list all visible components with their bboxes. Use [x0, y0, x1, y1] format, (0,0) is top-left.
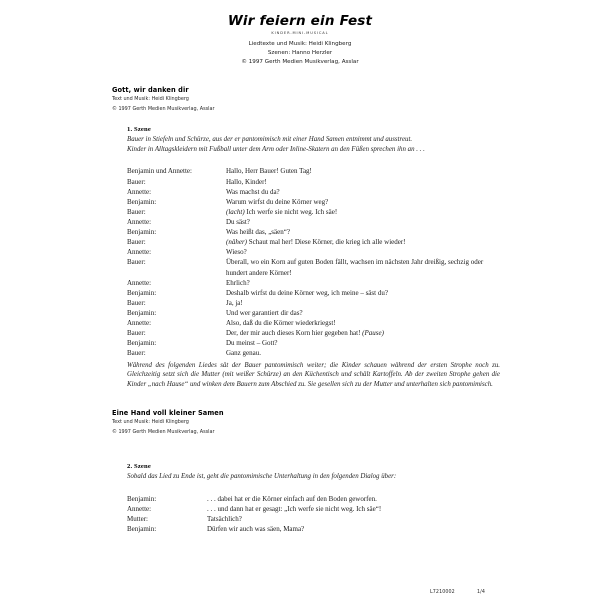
table-row [127, 524, 500, 534]
scene-2-dialogue-body [127, 494, 500, 534]
credit-line-scenes: Szenen: Hanno Herzler [267, 49, 333, 56]
dialogue-text: Warum wirfst du deine Körner weg? [226, 197, 329, 206]
speaker-name: Bauer: [127, 207, 146, 216]
speaker-name: Annette: [127, 248, 152, 257]
speaker-name: Annette: [127, 187, 152, 196]
table-row [127, 166, 500, 176]
table-row [127, 197, 500, 207]
dialogue-text: Ganz genau. [226, 349, 261, 358]
masthead [0, 0, 600, 67]
speaker-name: Benjamin und Annette: [127, 167, 192, 176]
speaker-name: Benjamin: [127, 228, 157, 237]
speaker-name: Bauer: [127, 258, 146, 267]
credit-line-lyrics: Liedtexte und Musik: Heidi Klingberg [248, 40, 352, 47]
scene-1-closing [127, 361, 500, 390]
speaker-name: Benjamin: [127, 308, 157, 317]
dialogue-text: Hallo, Kinder! [226, 177, 267, 186]
dialogue-text: . . . und dann hat er gesagt: „Ich werfe sie nicht weg. Ich säe“! [207, 504, 382, 513]
table-row [127, 278, 500, 288]
song-meta-2-text: Text und Musik: Heidi Klingberg [112, 419, 189, 426]
table-row [127, 288, 500, 298]
song-meta-1-copyright: © 1997 Gerth Medien Musikverlag, Asslar [112, 106, 215, 113]
scene-1-header [127, 126, 500, 155]
speaker-name: Bauer: [127, 238, 146, 247]
dialogue-text [226, 207, 500, 217]
table-row [127, 237, 500, 247]
table-row [127, 338, 500, 348]
scene-1-dialogue-body [127, 166, 500, 358]
speaker-name: Annette: [127, 319, 152, 328]
dialogue-text: Tatsächlich? [207, 514, 242, 523]
dialogue-text: Ehrlich? [226, 278, 250, 287]
scene-1-dialogue [127, 166, 500, 358]
speaker-name: Annette: [127, 218, 152, 226]
speaker-name: Bauer: [127, 298, 146, 307]
table-row [127, 348, 500, 358]
scene-2-dialogue [127, 494, 500, 534]
scene-1-heading: 1. Szene [127, 125, 151, 133]
scene-1-direction-b: Kinder in Alltagskleidern mit Fußball unter dem Arm oder Inline-Skatern an den Füßen sprechen ihn an . . . [127, 145, 425, 153]
table-row [127, 177, 500, 187]
dialogue-text: Du säst? [226, 218, 250, 226]
scene-2-heading: 2. Szene [127, 462, 151, 470]
scene-1-closing-direction: Während des folgenden Liedes sät der Bauer pantomimisch weiter; die Kinder schauen während der ersten Strophe noch zu. Gleichzeitig setzt sich die Mutter (mit weißer Schürze) an den Küchentisch und schält Kartoffeln. Ab der zweiten Strophe gehen die Kinder „nach Hause“ und winken dem Bauern zum Abschied zu. Sie gesellen sich zu der Mutter und unterhalten sich pantomimisch. [127, 361, 500, 389]
dialogue-text-rest: Ich werfe sie nicht weg. Ich säe! [244, 207, 338, 216]
catalog-number: L7210002 [430, 590, 455, 595]
speaker-name: Bauer: [127, 177, 146, 186]
page-number: 1/4 [477, 590, 486, 595]
scene-1-direction-a: Bauer in Stiefeln und Schürze, aus der er pantomimisch mit einer Hand Samen entnimmt und ausstreut. [127, 135, 413, 143]
credit-line-copyright: © 1997 Gerth Medien Musikverlag, Asslar [241, 58, 359, 65]
table-row [127, 328, 500, 338]
stage-cue: (Pause) [362, 329, 384, 338]
dialogue-text: Und wer garantiert dir das? [226, 308, 303, 317]
table-row [127, 247, 500, 257]
table-row [127, 318, 500, 328]
speaker-name: Benjamin: [127, 288, 157, 297]
table-row [127, 298, 500, 308]
stage-cue: (lacht) [226, 207, 245, 216]
speaker-name: Benjamin: [127, 197, 157, 206]
dialogue-text: Deshalb wirfst du deine Körner weg, ich meine – säst du? [226, 288, 388, 297]
speaker-name: Benjamin: [127, 339, 157, 348]
work-subtitle: KINDER-MINI-MUSICAL [271, 30, 329, 35]
speaker-name: Benjamin: [127, 494, 157, 503]
dialogue-text: Wieso? [226, 248, 247, 257]
scene-2-direction: Sobald das Lied zu Ende ist, geht die pantomimische Unterhaltung in den folgenden Dialog über: [127, 472, 397, 480]
dialogue-text [226, 237, 500, 247]
table-row [127, 227, 500, 237]
dialogue-text-main: Der, der mir auch dieses Korn hier gegeben hat! [226, 329, 363, 338]
song-meta-1-text: Text und Musik: Heidi Klingberg [112, 96, 189, 103]
table-row [127, 187, 500, 197]
dialogue-text: Dürfen wir auch was säen, Mama? [207, 524, 305, 533]
dialogue-text [226, 328, 500, 338]
masthead-credits [0, 40, 600, 67]
song-block-2 [112, 409, 600, 437]
table-row [127, 308, 500, 318]
dialogue-text: . . . dabei hat er die Körner einfach auf den Boden geworfen. [207, 494, 377, 503]
speaker-name: Benjamin: [127, 524, 157, 533]
speaker-name: Annette: [127, 278, 152, 287]
table-row [127, 494, 500, 504]
dialogue-text: Was heißt das, „säen“? [226, 228, 290, 237]
song-block-1 [112, 86, 600, 114]
speaker-name: Annette: [127, 504, 152, 513]
dialogue-text: Hallo, Herr Bauer! Guten Tag! [226, 167, 312, 176]
song-title-1: Gott, wir danken dir [112, 85, 189, 94]
dialogue-text: Du meinst – Gott? [226, 339, 278, 348]
speaker-name: Bauer: [127, 349, 146, 358]
table-row [127, 257, 500, 277]
stage-cue: (näher) [226, 238, 247, 247]
table-row [127, 207, 500, 217]
table-row [127, 504, 500, 514]
song-title-2: Eine Hand voll kleiner Samen [112, 408, 224, 417]
speaker-name: Bauer: [127, 329, 146, 338]
speaker-name: Mutter: [127, 514, 148, 523]
dialogue-text: Überall, wo ein Korn auf guten Boden fällt, wachsen im nächsten Jahr dreißig, sechzig oder hundert andere Körner! [226, 258, 484, 277]
table-row [127, 217, 500, 227]
dialogue-text: Was machst du da? [226, 187, 280, 196]
work-title: Wir feiern ein Fest [227, 13, 373, 29]
dialogue-text: Also, daß du die Körner wiederkriegst! [226, 319, 336, 328]
dialogue-text: Ja, ja! [226, 298, 243, 307]
song-meta-2-copyright: © 1997 Gerth Medien Musikverlag, Asslar [112, 429, 215, 436]
scene-2-header [127, 463, 500, 482]
table-row [127, 514, 500, 524]
dialogue-text-rest: Schaut mal her! Diese Körner, die krieg ich alle wieder! [247, 238, 406, 247]
